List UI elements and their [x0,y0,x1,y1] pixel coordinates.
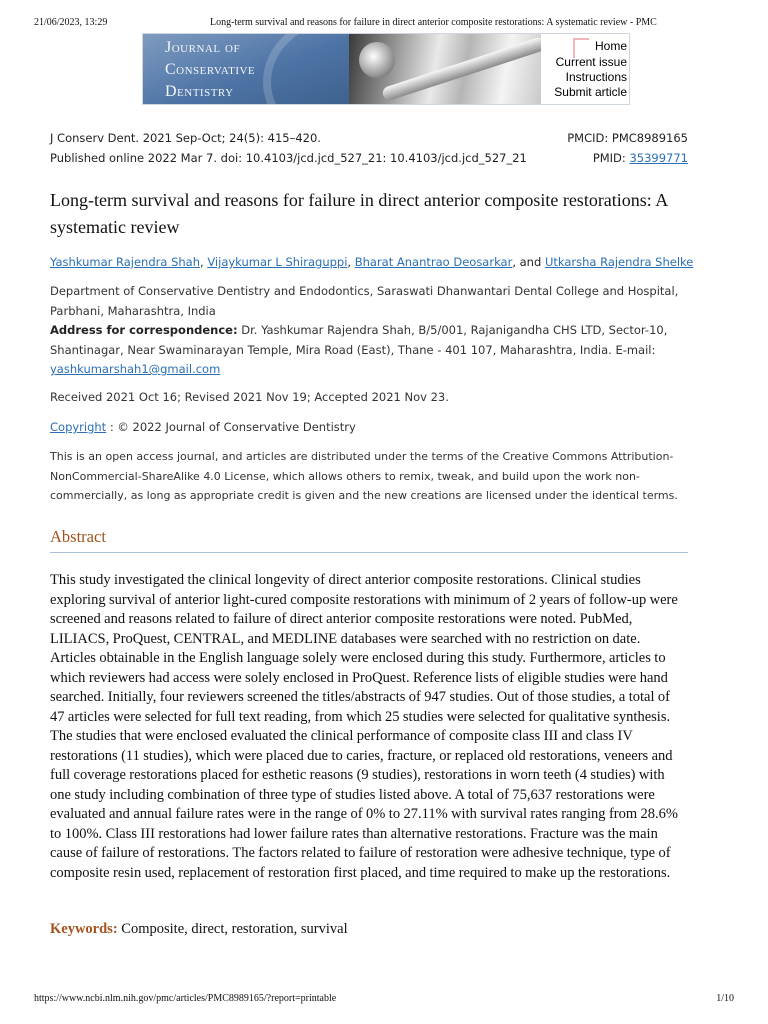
photo-instrument [381,36,541,102]
print-page-title: Long-term survival and reasons for failure in direct anterior composite restorations: A systematic review - PMC [210,17,657,28]
pmid-label: PMID: [592,151,630,165]
author-link[interactable]: Bharat Anantrao Deosarkar [354,255,513,269]
photo-instrument-tip [359,42,395,78]
menu-current-issue-link[interactable]: Current issue [555,55,627,69]
published-doi: Published online 2022 Mar 7. doi: 10.4103/jcd.jcd_527_21: 10.4103/jcd.jcd_527_21 [50,151,527,165]
author-and: , and [512,255,545,269]
journal-logo[interactable] [143,34,349,104]
copyright-link[interactable]: Copyright [50,420,107,434]
menu-instructions-link[interactable]: Instructions [565,70,627,84]
menu-submit-article-link[interactable]: Submit article [554,85,627,99]
abstract-heading: Abstract [50,527,688,553]
keywords-label: Keywords: [50,921,118,937]
banner-menu [541,34,629,104]
license-text: This is an open access journal, and articles are distributed under the terms of the Creative Commons Attribution-NonCommercial-ShareAlike 4.0 License, which allows others to remix, tweak, and build upon the work non-commercially, as long as appropriate credit is given and the new creations are licensed under the identical terms. [50,450,678,502]
journal-banner [142,33,630,105]
author-list [50,255,693,269]
copyright-line [50,418,690,438]
menu-home-link[interactable]: Home [594,39,627,53]
article-title: Long-term survival and reasons for failure in direct anterior composite restorations: A systematic review [50,190,668,237]
keywords-list: Composite, direct, restoration, survival [117,921,348,937]
author-separator: , [200,255,208,269]
abstract-text: This study investigated the clinical longevity of direct anterior composite restorations. Clinical studies exploring survival of anterior light-cured composite restorations with minimum of 2 years of follow-up were screened and reasons related to failure of direct anterior composite restorations were noted. PubMed, LILIACS, ProQuest, CENTRAL, and MEDLINE databases were searched with no restriction on date. Articles obtainable in the English language solely were enclosed during this study. Furthermore, articles to which reviewers had access were solely enclosed in ProQuest. Reference lists of eligible studies were hand searched. Initially, four reviewers screened the titles/abstracts of 947 studies. Out of those studies, a total of 47 articles were selected for full text reading, from which 25 studies were selected for qualitative synthesis. The studies that were enclosed evaluated the clinical performance of composite class III and class IV restorations (11 studies), which were placed due to caries, fracture, or replaced old restorations, veneers and full coverage restorations placed for esthetic reasons (9 studies), restorations in worn teeth (4 studies) with one study including combination of three type of studies listed above. A total of 75,637 restorations were evaluated and annual failure rates were in the range of 0% to 27.11% with survival rates ranging from 28.6% to 100%. Class III restorations had lower failure rates than alternative restorations. Fracture was the main cause of failure of restorations. The factors related to failure of restoration were adhesive technique, type of composite resin used, replacement of restoration first placed, and time required to make up the restorations. [50,572,679,881]
correspondence [50,321,690,380]
affiliation: Department of Conservative Dentistry and Endodontics, Saraswati Dhanwantari Dental College and Hospital, Parbhani, Maharashtra, India [50,284,679,318]
logo-line-3: Dentistry [165,83,234,100]
author-link[interactable]: Vijaykumar L Shiraguppi [207,255,348,269]
correspondence-text: Dr. Yashkumar Rajendra Shah, B/5/001, Rajanigandha CHS LTD, Sector-10, Shantinagar, Near Swaminarayan Temple, Mira Road (East), Thane - 401 107, Maharashtra, India. E-mail: [50,323,668,357]
author-separator: , [347,255,355,269]
print-datetime: 21/06/2023, 13:29 [34,17,108,28]
keywords [50,921,348,938]
pmid [593,151,688,165]
article-dates: Received 2021 Oct 16; Revised 2021 Nov 19; Accepted 2021 Nov 23. [50,390,449,404]
author-link[interactable]: Utkarsha Rajendra Shelke [544,255,694,269]
email-link[interactable]: yashkumarshah1@gmail.com [50,362,221,376]
author-link[interactable]: Yashkumar Rajendra Shah [50,255,200,269]
logo-line-2: Conservative [165,61,256,78]
logo-swoosh [263,34,349,104]
print-url: https://www.ncbi.nlm.nih.gov/pmc/articles/PMC8989165/?report=printable [34,993,337,1004]
logo-line-1: Journal of [165,39,241,56]
copyright-text: : © 2022 Journal of Conservative Dentistry [106,420,356,434]
pmid-link[interactable]: 35399771 [629,151,688,165]
banner-photo [349,34,541,104]
page-number: 1/10 [716,993,734,1004]
pmcid: PMCID: PMC8989165 [567,131,688,145]
correspondence-label: Address for correspondence: [50,323,238,337]
citation: J Conserv Dent. 2021 Sep-Oct; 24(5): 415–420. [50,131,321,145]
